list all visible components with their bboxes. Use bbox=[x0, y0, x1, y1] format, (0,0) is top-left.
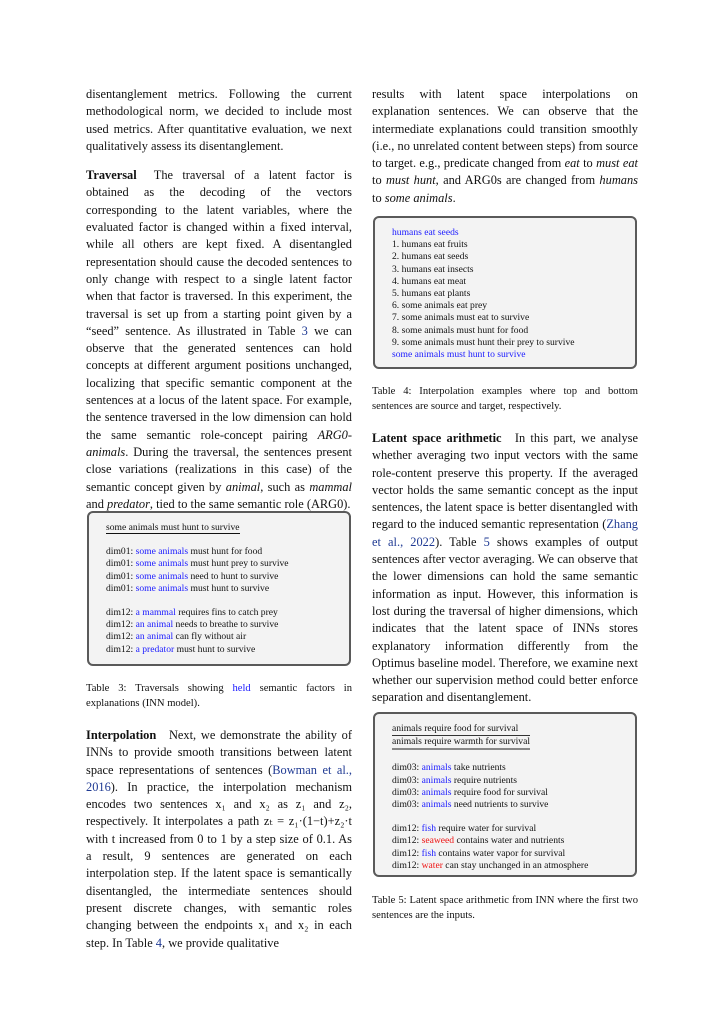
table-row: dim12: fish require water for survival bbox=[392, 823, 537, 835]
table-row: dim03: animals need nutrients to survive bbox=[392, 799, 549, 811]
arithmetic-heading: Latent space arithmetic bbox=[372, 431, 502, 445]
traversal-heading: Traversal bbox=[86, 168, 137, 183]
right-column bbox=[372, 86, 638, 207]
interpolation-heading: Interpolation bbox=[86, 728, 157, 742]
table-5-ref-link[interactable]: 5 bbox=[483, 534, 490, 549]
table-row: dim12: an animal can fly without air bbox=[106, 631, 247, 643]
list-item: 1. humans eat fruits bbox=[392, 239, 468, 251]
interpolation-section bbox=[86, 727, 352, 952]
citation-zhang-2022[interactable]: Zhang et al., 2022 bbox=[372, 517, 638, 549]
interpolation-results-paragraph: results with latent space interpolations on explanation sentences. We can observe that the intermediate explanations could transition smoothly (i.e., no unrelated content between steps) from source to target. e.g., predicate changed from eat to must eat to must hunt, and ARG0s are changed from humans to some animals. bbox=[372, 87, 638, 205]
table-row: dim12: a mammal requires fins to catch prey bbox=[106, 607, 278, 619]
table-3-box bbox=[87, 511, 351, 666]
left-column bbox=[86, 86, 352, 513]
list-item: 4. humans eat meat bbox=[392, 275, 467, 287]
list-item: 7. some animals must eat to survive bbox=[392, 312, 530, 324]
list-item: 6. some animals eat prey bbox=[392, 300, 488, 312]
table-4-source-sentence: humans eat seeds bbox=[392, 227, 459, 238]
table-3-seed-sentence: some animals must hunt to survive bbox=[106, 522, 240, 533]
arithmetic-paragraph: Latent space arithmetic In this part, we analyse whether averaging two input vectors with the same role-content preserve this property. If the averaged vector holds the same semantic concept as the input sentences, the latent space is better disentangled with regard to the induced semantic representation (Zhang et al., 2022). Table 5 shows examples of output sentences after vector averaging. We can observe that the lower dimensions can hold the same semantic information as input. However, this information is lost during the traversal of higher dimensions, which indicates that the latent space of INNs stores explanatory information differently from the Optimus baseline model. Therefore, we examine next whether our supervision method could better enforce separation and disentanglement. bbox=[372, 431, 638, 705]
table-3-ref-link[interactable]: 3 bbox=[301, 323, 308, 338]
intro-paragraph: disentanglement metrics. Following the current methodological norm, we decided to include most used metrics. After quantitative evaluation, we next qualitatively assess its disentanglement. bbox=[86, 87, 352, 153]
interpolation-paragraph: Interpolation Next, we demonstrate the ability of INNs to provide smooth transitions between latent space representations of sentences (Bowman et al., 2016). In practice, the interpolation mechanism encodes two sentences x₁ and x₂ as z₁ and z₂, respectively. It interpolates a path zₜ = z₁·(1−t)+z₂·t with t increased from 0 to 1 by a step size of 0.1. As a result, 9 sentences are generated on each interpolation step. If the latent space is semantically disentangled, the intermediate sentences should present discrete changes, with semantic roles changing between the endpoints x₁ and x₂ in each step. In Table 4, we provide qualitative bbox=[86, 728, 352, 950]
table-row: dim03: animals require food for survival bbox=[392, 786, 548, 798]
table-row: dim01: some animals must hunt to survive bbox=[106, 582, 270, 594]
arithmetic-section bbox=[372, 430, 638, 707]
table-row: dim01: some animals must hunt prey to survive bbox=[106, 558, 289, 570]
table-row: dim12: water can stay unchanged in an atmosphere bbox=[392, 859, 589, 871]
table-row: dim12: seaweed contains water and nutrients bbox=[392, 835, 565, 847]
input-sentence: animals require food for survival bbox=[392, 723, 530, 736]
table-3-group-dim12 bbox=[106, 607, 349, 656]
table-5-box bbox=[373, 712, 637, 877]
table-5-group-dim12 bbox=[392, 823, 635, 872]
table-4-caption: Table 4: Interpolation examples where top and bottom sentences are source and target, respectively. bbox=[372, 386, 638, 412]
list-item: 2. humans eat seeds bbox=[392, 251, 469, 263]
table-5-caption: Table 5: Latent space arithmetic from INN where the first two sentences are the inputs. bbox=[372, 895, 638, 921]
table-row: dim12: an animal needs to breathe to survive bbox=[106, 619, 279, 631]
table-4-ref-link[interactable]: 4 bbox=[155, 935, 162, 950]
list-item: 9. some animals must hunt their prey to survive bbox=[392, 336, 575, 348]
input-sentence: animals require warmth for survival bbox=[392, 736, 530, 750]
table-4-box bbox=[373, 216, 637, 369]
table-4-target-sentence: some animals must hunt to survive bbox=[392, 349, 526, 361]
list-item: 8. some animals must hunt for food bbox=[392, 324, 529, 336]
table-row: dim03: animals take nutrients bbox=[392, 762, 506, 774]
list-item: 5. humans eat plants bbox=[392, 288, 471, 300]
list-item: 3. humans eat insects bbox=[392, 263, 474, 275]
table-row: dim01: some animals must hunt for food bbox=[106, 546, 263, 558]
table-5-group-dim03 bbox=[392, 762, 635, 811]
table-5-input-sentences bbox=[392, 723, 530, 750]
table-row: dim03: animals require nutrients bbox=[392, 774, 517, 786]
table-row: dim01: some animals need to hunt to survive bbox=[106, 570, 279, 582]
table-row: dim12: fish contains water vapor for survival bbox=[392, 847, 566, 859]
traversal-paragraph: Traversal The traversal of a latent factor is obtained as the decoding of the vectors corresponding to the latent variables, where the evaluated factor is changed within a fixed interval, while all others are kept fixed. A disentangled representation should cause the decoded sentences to only change with respect to a single latent factor when that factor is traversed. In this experiment, the traversal is set up from a starting point given by a “seed” sentence. As illustrated in Table 3 we can observe that the generated sentences can hold concepts at different argument positions unchanged, localizing that specific semantic component at the sentences at a locus of the latent space. For example, the sentence traversed in the low dimension can hold the same semantic role-concept pairing ARG0-animals. During the traversal, the sentences present close variations (realizations in this case) of the semantic concept given by animal, such as mammal and predator, tied to the same semantic role (ARG0). bbox=[86, 168, 352, 511]
citation-bowman-2016[interactable]: Bowman et al., 2016 bbox=[86, 762, 352, 794]
table-row: dim12: a predator must hunt to survive bbox=[106, 643, 256, 655]
table-3-group-dim01 bbox=[106, 546, 349, 595]
table-3-caption: Table 3: Traversals showing held semantic factors in explanations (INN model). bbox=[86, 683, 352, 709]
